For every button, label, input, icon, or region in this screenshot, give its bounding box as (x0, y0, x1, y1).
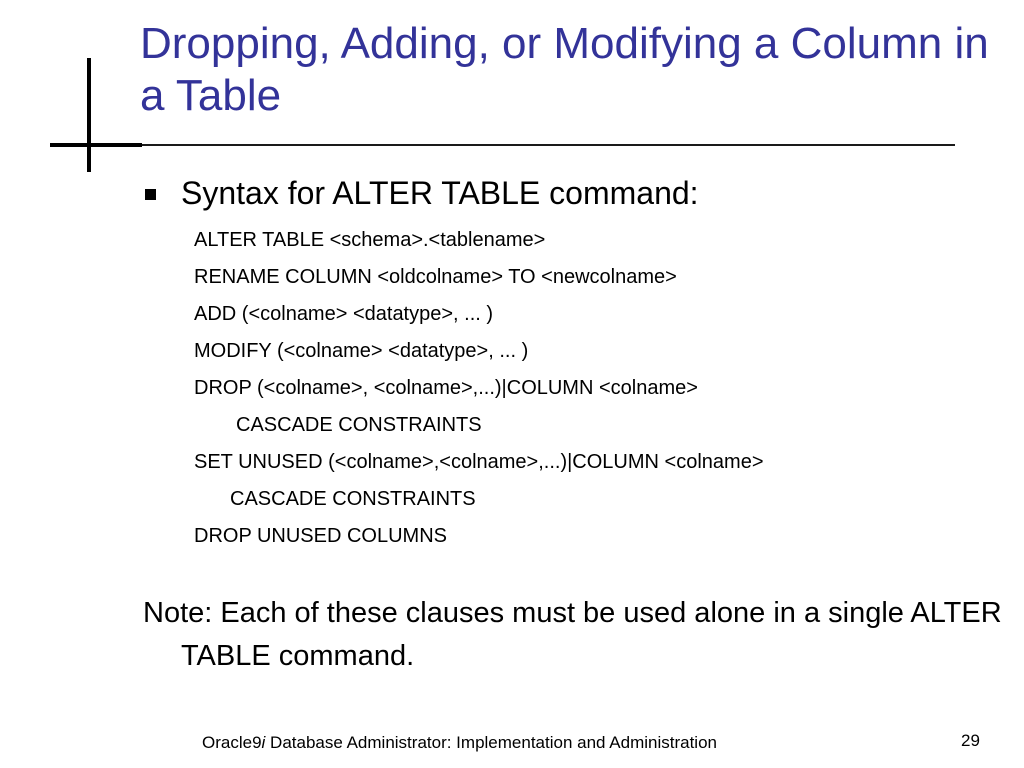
note-text: Note: Each of these clauses must be used alone in a single ALTER TABLE command. (143, 597, 1002, 672)
syntax-line: MODIFY (<colname> <datatype>, ... ) (194, 340, 529, 362)
syntax-line-continuation: CASCADE CONSTRAINTS (236, 414, 482, 436)
syntax-line: ADD (<colname> <datatype>, ... ) (194, 303, 494, 325)
footer-product-prefix: Oracle9 (202, 733, 262, 752)
slide-footer (202, 733, 717, 753)
syntax-line-continuation: CASCADE CONSTRAINTS (230, 488, 476, 510)
decorative-horizontal-line-accent (50, 143, 142, 147)
syntax-list (194, 222, 764, 555)
slide-title: Dropping, Adding, or Modifying a Column in a Table (140, 19, 989, 120)
syntax-line: RENAME COLUMN <oldcolname> TO <newcolname> (194, 266, 677, 288)
syntax-line: SET UNUSED (<colname>,<colname>,...)|COLUMN <colname> (194, 451, 764, 473)
footer-product-italic: i (261, 733, 266, 752)
square-bullet-icon (145, 189, 156, 200)
bullet-text: Syntax for ALTER TABLE command: (181, 175, 699, 211)
syntax-line: DROP (<colname>, <colname>,...)|COLUMN <colname> (194, 377, 698, 399)
syntax-line: ALTER TABLE <schema>.<tablename> (194, 229, 546, 251)
decorative-horizontal-line (50, 144, 955, 146)
page-number: 29 (961, 731, 980, 750)
syntax-line: DROP UNUSED COLUMNS (194, 525, 447, 547)
decorative-vertical-line (87, 58, 91, 172)
footer-product-rest: Database Administrator: Implementation and Administration (265, 733, 717, 752)
